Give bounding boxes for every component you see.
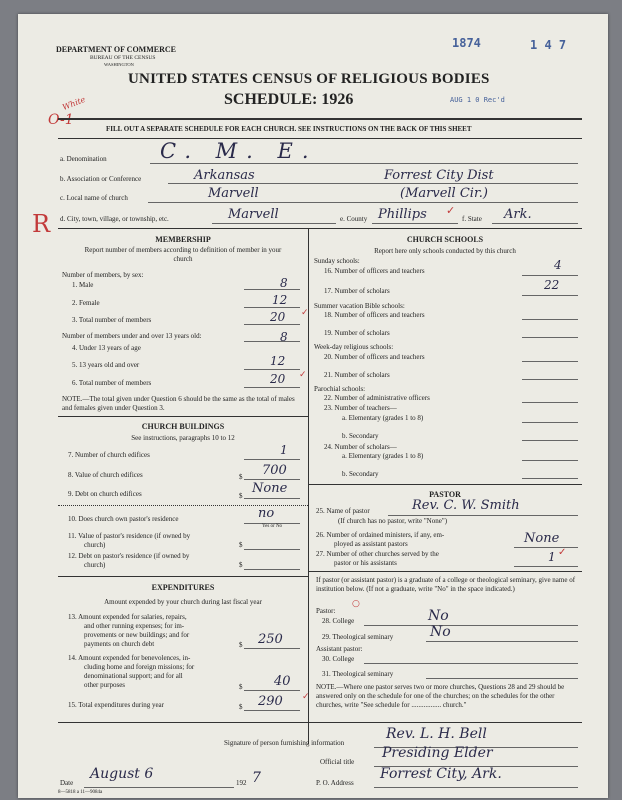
q14-line2: cluding home and foreign missions; for (84, 663, 195, 671)
conference-line (168, 183, 578, 184)
age-line (244, 341, 300, 342)
q10-value: no (258, 506, 275, 521)
membership-intro: Report number of members according to definition of member in your church (84, 246, 282, 263)
red-circle-pastor: ○ (352, 599, 360, 609)
q26-line (514, 547, 578, 548)
county-label: e. County (340, 215, 368, 223)
sunday-schools: Sunday schools: (314, 257, 360, 265)
q5-line (244, 369, 300, 370)
q8-value: 700 (262, 463, 287, 478)
buildings-rule (58, 576, 308, 577)
city-value: Marvell (228, 207, 279, 222)
q18-line (522, 319, 578, 320)
schools-title: CHURCH SCHOOLS (406, 235, 484, 244)
q22-line (522, 402, 578, 403)
q8-dollar: $ (239, 473, 243, 481)
q14-dollar: $ (239, 683, 243, 691)
pastor-rule (308, 571, 582, 572)
q9-line (244, 498, 300, 499)
q24b-label: b. Secondary (342, 470, 379, 478)
local-name-line (148, 202, 578, 203)
county-value: Phillips (378, 207, 427, 222)
q15-label: 15. Total expenditures during year (68, 701, 164, 709)
q23b-label: b. Secondary (342, 432, 379, 440)
q7-label: 7. Number of church edifices (68, 451, 150, 459)
buildings-sub: See instructions, paragraphs 10 to 12 (131, 434, 235, 442)
form-code: 8—5818 a 11—9084a (58, 790, 103, 795)
q19-line (522, 337, 578, 338)
q22-label: 22. Number of administrative officers (324, 394, 430, 402)
district-value: Forrest City Dist (384, 168, 494, 183)
q24a-label: a. Elementary (grades 1 to 8) (342, 452, 424, 460)
q20-label: 20. Number of officers and teachers (324, 353, 425, 361)
address-line (374, 787, 578, 788)
graduate-intro: If pastor (or assistant pastor) is a graduate of a college or theological seminary, give name of institution below. (If not a graduate, write "No" in the space indicated.) (316, 576, 576, 593)
membership-title: MEMBERSHIP (155, 235, 211, 244)
column-divider (308, 228, 309, 744)
q5-value: 12 (270, 354, 286, 368)
red-white-note: White (61, 94, 87, 113)
age-intro: Number of members under and over 13 years old: (62, 332, 202, 340)
q23b-line (522, 440, 578, 441)
q9-dollar: $ (239, 492, 243, 500)
local-name-value: Marvell (208, 186, 259, 201)
q24b-line (522, 478, 578, 479)
state-value: Ark. (504, 207, 532, 222)
q14-line3: denominational support; and for all (84, 672, 183, 680)
q17-label: 17. Number of scholars (324, 287, 390, 295)
q23-label: 23. Number of teachers— (324, 404, 397, 412)
q3-value: 20 (270, 310, 286, 324)
address-value: Forrest City, Ark. (380, 766, 502, 782)
department-name: DEPARTMENT OF COMMERCE (56, 45, 177, 54)
q13-line3: provements or new buildings; and for (84, 631, 190, 639)
q1-line (244, 289, 300, 290)
q11-label: 11. Value of pastor's residence (if owned by (68, 532, 191, 540)
q25-line (388, 515, 578, 516)
address-label: P. O. Address (316, 779, 354, 787)
parochial-schools: Parochial schools: (314, 385, 366, 393)
q1-value: 8 (280, 276, 288, 290)
official-title-value: Presiding Elder (382, 745, 493, 761)
membership-rule (58, 416, 308, 417)
official-title-label: Official title (320, 758, 355, 766)
buildings-title: CHURCH BUILDINGS (141, 422, 225, 431)
bureau-name: BUREAU OF THE CENSUS (90, 55, 156, 61)
q15-value: 290 (258, 694, 283, 709)
weekday-schools: Week-day religious schools: (314, 343, 394, 351)
stamp-number: 1874 (452, 36, 481, 50)
expenditures-sub: Amount expended by your church during last fiscal year (104, 598, 262, 606)
local-name-label: c. Local name of church (60, 194, 128, 202)
q17-line (522, 295, 578, 296)
q12-line (244, 569, 300, 570)
q4-value: 8 (280, 330, 288, 344)
q23a-line (522, 422, 578, 423)
q12-label-b: church) (84, 561, 106, 569)
q27-line2: pastor or his assistants (334, 559, 397, 567)
signature-rule (58, 722, 582, 723)
q13-line2: and other running expenses; for im- (84, 622, 185, 630)
q29-value: No (430, 624, 451, 640)
denomination-value: C. M. E. (160, 139, 318, 163)
q21-label: 21. Number of scholars (324, 371, 390, 379)
instruction-rule (58, 138, 582, 139)
q24a-line (522, 460, 578, 461)
signature-label: Signature of person furnishing information (224, 739, 345, 747)
denomination-label: a. Denomination (60, 155, 107, 163)
members-by-sex: Number of members, by sex: (62, 271, 144, 279)
q11-label-b: church) (84, 541, 106, 549)
q3-line (244, 324, 300, 325)
q13-value: 250 (258, 632, 283, 647)
q7-value: 1 (280, 443, 288, 457)
q28-value: No (428, 608, 449, 624)
q23a-label: a. Elementary (grades 1 to 8) (342, 414, 424, 422)
stamp-code: 1 4 7 (530, 38, 567, 52)
q10-hint: Yes or No (262, 524, 283, 529)
q6-value: 20 (270, 372, 286, 386)
county-line (372, 223, 458, 224)
expenditures-title: EXPENDITURES (151, 583, 215, 592)
red-check-q27: ✓ (558, 547, 567, 558)
q16-line (522, 275, 578, 276)
q25-value: Rev. C. W. Smith (412, 498, 520, 513)
signature-value: Rev. L. H. Bell (386, 726, 487, 742)
q5-label: 5. 13 years old and over (72, 361, 140, 369)
q6-label: 6. Total number of members (72, 379, 152, 387)
denomination-line (150, 163, 578, 164)
q25-label: 25. Name of pastor (316, 507, 370, 515)
city-name: WASHINGTON (104, 62, 134, 67)
q14-line4: other purposes (84, 681, 126, 689)
q27-value: 1 (548, 550, 556, 564)
q26-line2: ployed as assistant pastors (334, 540, 408, 548)
q17-value: 22 (544, 278, 560, 292)
red-r-mark: R (32, 210, 51, 238)
date-value: August 6 (90, 766, 154, 782)
q21-line (522, 379, 578, 380)
q20-line (522, 361, 578, 362)
red-check-q6: ✓ (299, 370, 307, 380)
q4-label: 4. Under 13 years of age (72, 344, 141, 352)
conference-value: Arkansas (194, 168, 255, 183)
q19-label: 19. Number of scholars (324, 329, 390, 337)
q13-line1: 13. Amount expended for salaries, repairs, (68, 613, 187, 621)
year-printed: 192 (236, 779, 247, 787)
q1-label: 1. Male (72, 281, 94, 289)
pastor-note: NOTE.—Where one pastor serves two or more churches, Questions 28 and 29 should be answered only on the schedule for one of the churches; on the schedules for the other churches, write "See schedule for ................. church." (316, 683, 565, 709)
red-check-q15: ✓ (302, 692, 310, 702)
city-line (212, 223, 336, 224)
state-line (492, 223, 578, 224)
q15-dollar: $ (239, 703, 243, 711)
q31-line (426, 678, 578, 679)
q30-label: 30. College (322, 655, 355, 663)
q16-value: 4 (554, 258, 562, 272)
q14-line1: 14. Amount expended for benevolences, in- (68, 654, 191, 662)
q13-line (244, 648, 300, 649)
q2-label: 2. Female (72, 299, 100, 307)
form-title: UNITED STATES CENSUS OF RELIGIOUS BODIES (128, 71, 490, 87)
red-check-county: ✓ (446, 204, 456, 217)
q9-label: 9. Debt on church edifices (68, 490, 142, 498)
pastor-title: PASTOR (429, 490, 461, 499)
separate-schedule-instruction: FILL OUT A SEPARATE SCHEDULE FOR EACH CHURCH. SEE INSTRUCTIONS ON THE BACK OF THIS SHEET (106, 125, 472, 133)
pastor-label: Pastor: (316, 607, 336, 615)
received-stamp: AUG 1 0 Rec'd (450, 96, 505, 104)
q26-value: None (524, 531, 560, 546)
q9-value: None (252, 481, 288, 496)
q26-line1: 26. Number of ordained ministers, if any, em- (316, 531, 445, 539)
red-check-q3: ✓ (301, 308, 309, 318)
q29-line (426, 641, 578, 642)
schools-sub: Report here only schools conducted by this church (374, 247, 516, 255)
circuit-value: (Marvell Cir.) (400, 186, 488, 201)
red-code: O-1 (48, 112, 74, 128)
q13-line4: payments on church debt (84, 640, 155, 648)
year-value: 7 (252, 770, 261, 786)
q27-line (514, 566, 578, 567)
date-label: Date (60, 779, 74, 787)
q30-line (364, 663, 578, 664)
q7-line (244, 459, 300, 460)
q18-label: 18. Number of officers and teachers (324, 311, 425, 319)
q2-value: 12 (272, 293, 288, 307)
schools-rule (308, 484, 582, 485)
q16-label: 16. Number of officers and teachers (324, 267, 425, 275)
q24-label: 24. Number of scholars— (324, 443, 397, 451)
q28-line (364, 625, 578, 626)
q11-dollar: $ (239, 541, 243, 549)
q13-dollar: $ (239, 641, 243, 649)
q8-label: 8. Value of church edifices (68, 471, 143, 479)
section-rule (58, 228, 582, 229)
q12-label: 12. Debt on pastor's residence (if owned by (68, 552, 190, 560)
q8-line (244, 479, 300, 480)
q2-line (244, 307, 300, 308)
q6-line (244, 387, 300, 388)
conference-label: b. Association or Conference (60, 175, 142, 183)
q12-dollar: $ (239, 561, 243, 569)
q15-line (244, 710, 300, 711)
summer-schools: Summer vacation Bible schools: (314, 302, 405, 310)
q3-label: 3. Total number of members (72, 316, 152, 324)
q29-label: 29. Theological seminary (322, 633, 394, 641)
membership-note: NOTE.—The total given under Question 6 should be the same as the total of males and females given under Question 3. (62, 395, 295, 412)
q31-label: 31. Theological seminary (322, 670, 394, 678)
city-label: d. City, town, village, or township, etc. (60, 215, 169, 223)
header-rule (58, 118, 582, 120)
state-label: f. State (462, 215, 482, 223)
q10-label: 10. Does church own pastor's residence (68, 515, 179, 523)
q27-line1: 27. Number of other churches served by the (316, 550, 439, 558)
q28-label: 28. College (322, 617, 355, 625)
q25-hint: (If church has no pastor, write "None") (338, 517, 448, 525)
date-line (84, 787, 234, 788)
schedule-title: SCHEDULE: 1926 (224, 91, 354, 108)
q14-value: 40 (274, 674, 291, 689)
asst-pastor-label: Assistant pastor: (316, 645, 363, 653)
q11-line (244, 549, 300, 550)
census-form (18, 14, 608, 798)
q14-line (244, 690, 300, 691)
